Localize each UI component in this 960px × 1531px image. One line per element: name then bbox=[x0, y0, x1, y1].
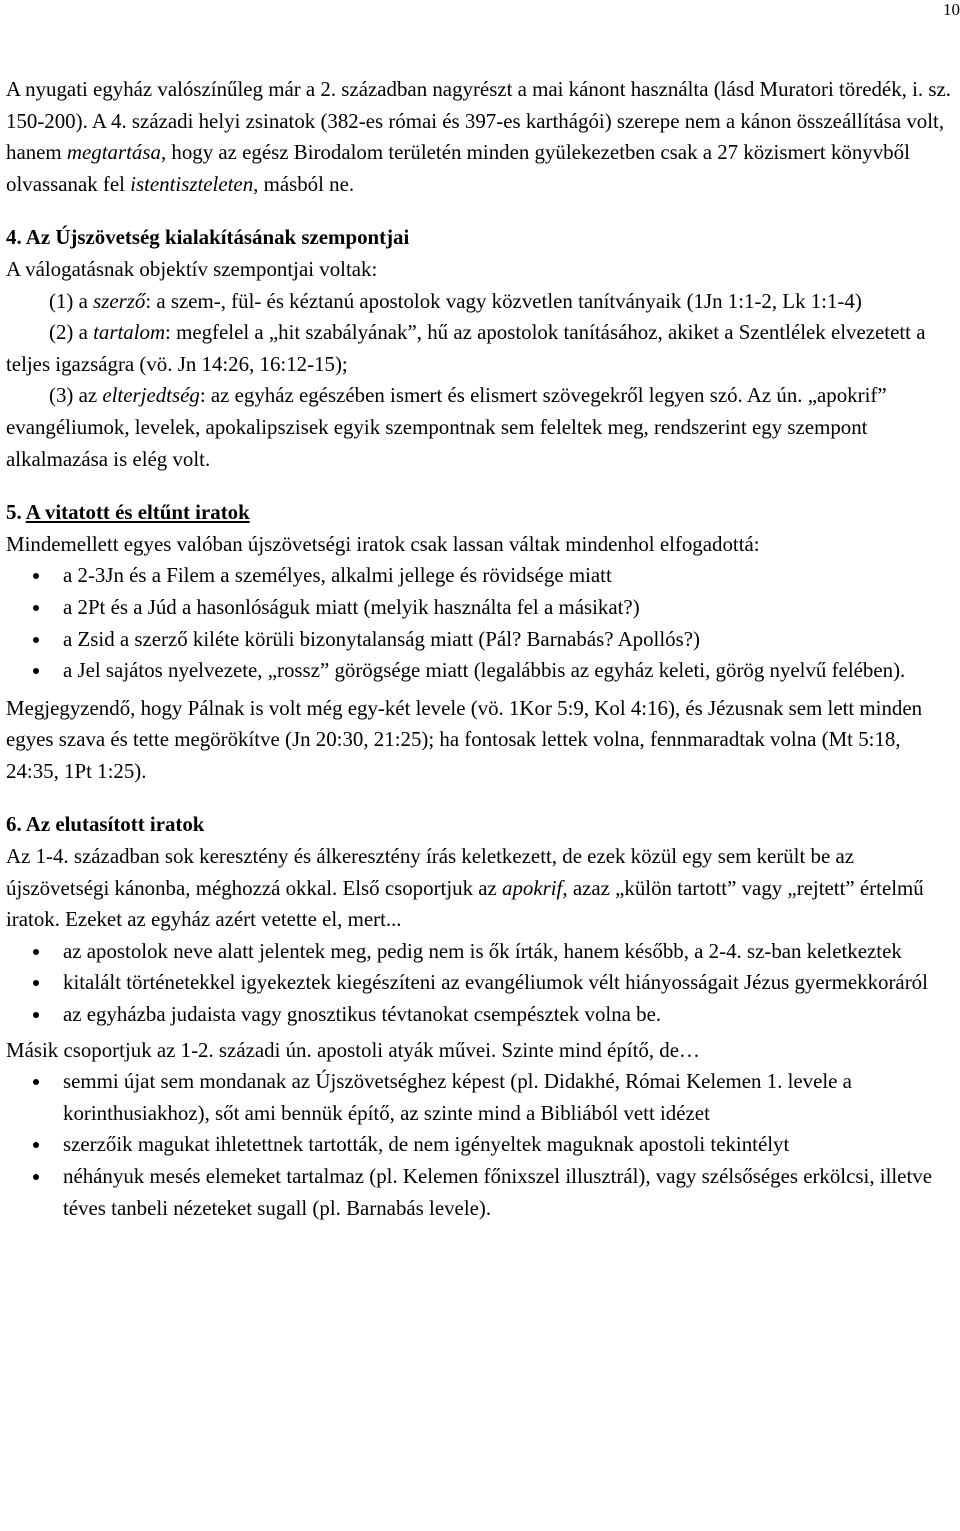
criterion-1: (1) a szerző: a szem-, fül- és kéztanú apostolok vagy közvetlen tanítványaik (1Jn 1:1-2, Lk 1:1-4) bbox=[49, 288, 862, 313]
list-item: semmi újat sem mondanak az Újszövetséghez képest (pl. Didakhé, Római Kelemen 1. levele a korinthusiakhoz), sőt ami bennük építő, az szinte mind a Bibliából vett idézet bbox=[63, 1066, 951, 1129]
section-6-lead: Az 1-4. században sok keresztény és álkeresztény írás keletkezett, de ezek közül egy sem került be az újszövetségi kánonba, méghozzá okkal. Első csoportjuk az apokrif, azaz „külön tartott” vagy „rejtett” értelmű iratok. Ezeket az egyház azért vetette el, mert... bbox=[6, 844, 924, 932]
intro-text-1: A nyugati egyház valószínűleg már a 2. században nagyrészt a mai kánont használta (lásd Muratori töredék, i. sz. 150-200). A 4. századi helyi zsinatok (382-es római és 397-es karthágói) szerepe nem a kánon összeállítása volt, hanem bbox=[6, 77, 951, 165]
criterion-2: (2) a tartalom: megfelel a „hit szabályának”, hű az apostolok tanításához, akiket a Szentlélek elvezetett a teljes igazságra (vö. Jn 14:26, 16:12-15); bbox=[6, 320, 926, 376]
section-4-lead: A válogatásnak objektív szempontjai voltak: bbox=[6, 256, 378, 281]
list-item: az apostolok neve alatt jelentek meg, pedig nem is ők írták, hanem később, a 2-4. sz-ban keletkeztek bbox=[63, 936, 951, 968]
intro-text-3: , másból ne. bbox=[253, 171, 355, 196]
intro-paragraph bbox=[6, 74, 951, 200]
apocrypha-reasons-list bbox=[6, 936, 951, 1031]
section-5-heading: 5. A vitatott és eltűnt iratok bbox=[6, 500, 250, 525]
criterion-3-term: elterjedtség bbox=[102, 383, 200, 408]
list-item: a 2Pt és a Júd a hasonlóságuk miatt (melyik használta fel a másikat?) bbox=[63, 592, 951, 624]
section-5-heading-text: A vitatott és eltűnt iratok bbox=[25, 500, 250, 525]
criterion-3: (3) az elterjedtség: az egyház egészében ismert és elismert szövegekről legyen szó. Az ún. „apokrif” evangéliumok, levelek, apokalipszisek egyik szempontnak sem feleltek meg, rendszerint egy szempont alkalmazása is elég volt. bbox=[6, 383, 887, 471]
list-item: az egyházba judaista vagy gnosztikus tévtanokat csempésztek volna be. bbox=[63, 999, 951, 1031]
document-body bbox=[6, 74, 951, 1224]
page-number: 10 bbox=[943, 0, 960, 19]
list-item: a Jel sajátos nyelvezete, „rossz” görögsége miatt (legalábbis az egyház keleti, görög nyelvű felében). bbox=[63, 655, 951, 687]
intro-emphasis-1: megtartása bbox=[66, 140, 161, 165]
section-5-lead: Mindemellett egyes valóban újszövetségi iratok csak lassan váltak mindenhol elfogadottá: bbox=[6, 531, 760, 556]
section-5-note: Megjegyzendő, hogy Pálnak is volt még egy-két levele (vö. 1Kor 5:9, Kol 4:16), és Jézusnak sem lett minden egyes szava és tette megörökítve (Jn 20:30, 21:25); ha fontosak lettek volna, fennmaradtak volna (Mt 5:18, 24:35, 1Pt 1:25). bbox=[6, 695, 923, 783]
list-item: a 2-3Jn és a Filem a személyes, alkalmi jellege és rövidsége miatt bbox=[63, 560, 951, 592]
disputed-list bbox=[6, 560, 951, 686]
section-4-heading: 4. Az Újszövetség kialakításának szempontjai bbox=[6, 225, 410, 250]
apokrif-term: apokrif bbox=[502, 875, 563, 900]
intro-emphasis-2: istentiszteleten bbox=[130, 171, 254, 196]
apostolic-fathers-list bbox=[6, 1066, 951, 1224]
criterion-1-term: szerző bbox=[93, 288, 146, 313]
section-6-heading: 6. Az elutasított iratok bbox=[6, 812, 205, 837]
section-6-second-group: Másik csoportjuk az 1-2. századi ún. apostoli atyák művei. Szinte mind építő, de… bbox=[6, 1037, 700, 1062]
criterion-2-term: tartalom bbox=[93, 320, 166, 345]
list-item: kitalált történetekkel igyekeztek kiegészíteni az evangéliumok vélt hiányosságait Jézus gyermekkoráról bbox=[63, 967, 951, 999]
intro-text-2: , hogy az egész Birodalom területén minden gyülekezetben csak a 27 közismert könyvből olvassanak fel bbox=[6, 140, 910, 196]
list-item: szerzőik magukat ihletettnek tartották, de nem igényeltek maguknak apostoli tekintélyt bbox=[63, 1129, 951, 1161]
list-item: a Zsid a szerző kiléte körüli bizonytalanság miatt (Pál? Barnabás? Apollós?) bbox=[63, 624, 951, 656]
list-item: néhányuk mesés elemeket tartalmaz (pl. Kelemen főnixszel illusztrál), vagy szélsőséges erkölcsi, illetve téves tanbeli nézeteket sugall (pl. Barnabás levele). bbox=[63, 1161, 951, 1224]
